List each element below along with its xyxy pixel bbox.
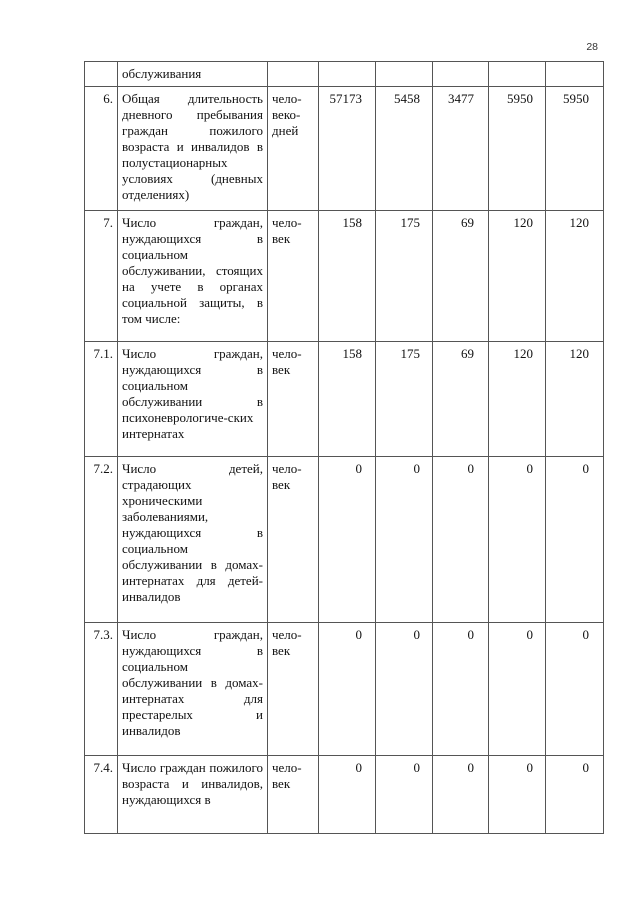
value-cell: 175 (376, 342, 433, 457)
indicator-name-cell: Число граждан, нуждающихся в социальном обслуживании в домах-интернатах для престарелых и инвалидов (118, 623, 268, 756)
value-cell: 5458 (376, 87, 433, 211)
unit-cell: чело- веко- дней (268, 87, 319, 211)
table-row (85, 457, 604, 623)
value-cell: 0 (433, 756, 489, 834)
value-cell: 5950 (546, 87, 604, 211)
indicator-name-cell: Общая длительность дневного пребывания граждан пожилого возраста и инвалидов в полустационарных условиях (дневных отделениях) (118, 87, 268, 211)
value-cell: 0 (319, 623, 376, 756)
table-row (85, 342, 604, 457)
value-cell: 0 (319, 756, 376, 834)
indicator-name-cell: Число граждан, нуждающихся в социальном обслуживании в психоневрологиче-ских интернатах (118, 342, 268, 457)
table-row (85, 87, 604, 211)
value-cell: 69 (433, 211, 489, 342)
row-number-cell: 7.4. (85, 756, 118, 834)
unit-cell: чело- век (268, 457, 319, 623)
indicator-name-cell: Число граждан пожилого возраста и инвалидов, нуждающихся в (118, 756, 268, 834)
table-row (85, 756, 604, 834)
value-cell: 57173 (319, 87, 376, 211)
value-cell: 158 (319, 342, 376, 457)
page-number: 28 (586, 41, 598, 53)
row-number-cell: 6. (85, 87, 118, 211)
value-cell: 0 (489, 457, 546, 623)
unit-cell: чело- век (268, 211, 319, 342)
row-number-cell: 7.2. (85, 457, 118, 623)
value-cell: 0 (319, 457, 376, 623)
row-number-cell (85, 62, 118, 87)
value-cell: 120 (489, 342, 546, 457)
value-cell: 120 (489, 211, 546, 342)
indicator-name-cell: Число детей, страдающих хроническими заболеваниями, нуждающихся в социальном обслуживании в домах-интернатах для детей-инвалидов (118, 457, 268, 623)
statistics-table (84, 61, 604, 834)
row-number-cell: 7.1. (85, 342, 118, 457)
table-row (85, 211, 604, 342)
value-cell: 0 (546, 756, 604, 834)
row-number-cell: 7. (85, 211, 118, 342)
value-cell: 0 (376, 623, 433, 756)
value-cell: 0 (489, 756, 546, 834)
value-cell: 120 (546, 211, 604, 342)
unit-cell: чело- век (268, 756, 319, 834)
table-row (85, 623, 604, 756)
table-row (85, 62, 604, 87)
value-cell: 0 (433, 623, 489, 756)
value-cell (546, 62, 604, 87)
value-cell: 158 (319, 211, 376, 342)
indicator-name-cell: обслуживания (118, 62, 268, 87)
value-cell: 0 (376, 756, 433, 834)
value-cell: 0 (489, 623, 546, 756)
value-cell (433, 62, 489, 87)
unit-cell: чело- век (268, 623, 319, 756)
value-cell: 5950 (489, 87, 546, 211)
value-cell: 0 (433, 457, 489, 623)
value-cell (376, 62, 433, 87)
unit-cell: чело- век (268, 342, 319, 457)
value-cell (489, 62, 546, 87)
value-cell: 69 (433, 342, 489, 457)
value-cell: 3477 (433, 87, 489, 211)
value-cell: 0 (546, 457, 604, 623)
indicator-name-cell: Число граждан, нуждающихся в социальном обслуживании, стоящих на учете в органах социальной защиты, в том числе: (118, 211, 268, 342)
value-cell: 120 (546, 342, 604, 457)
unit-cell (268, 62, 319, 87)
value-cell: 0 (376, 457, 433, 623)
row-number-cell: 7.3. (85, 623, 118, 756)
value-cell: 0 (546, 623, 604, 756)
value-cell (319, 62, 376, 87)
value-cell: 175 (376, 211, 433, 342)
